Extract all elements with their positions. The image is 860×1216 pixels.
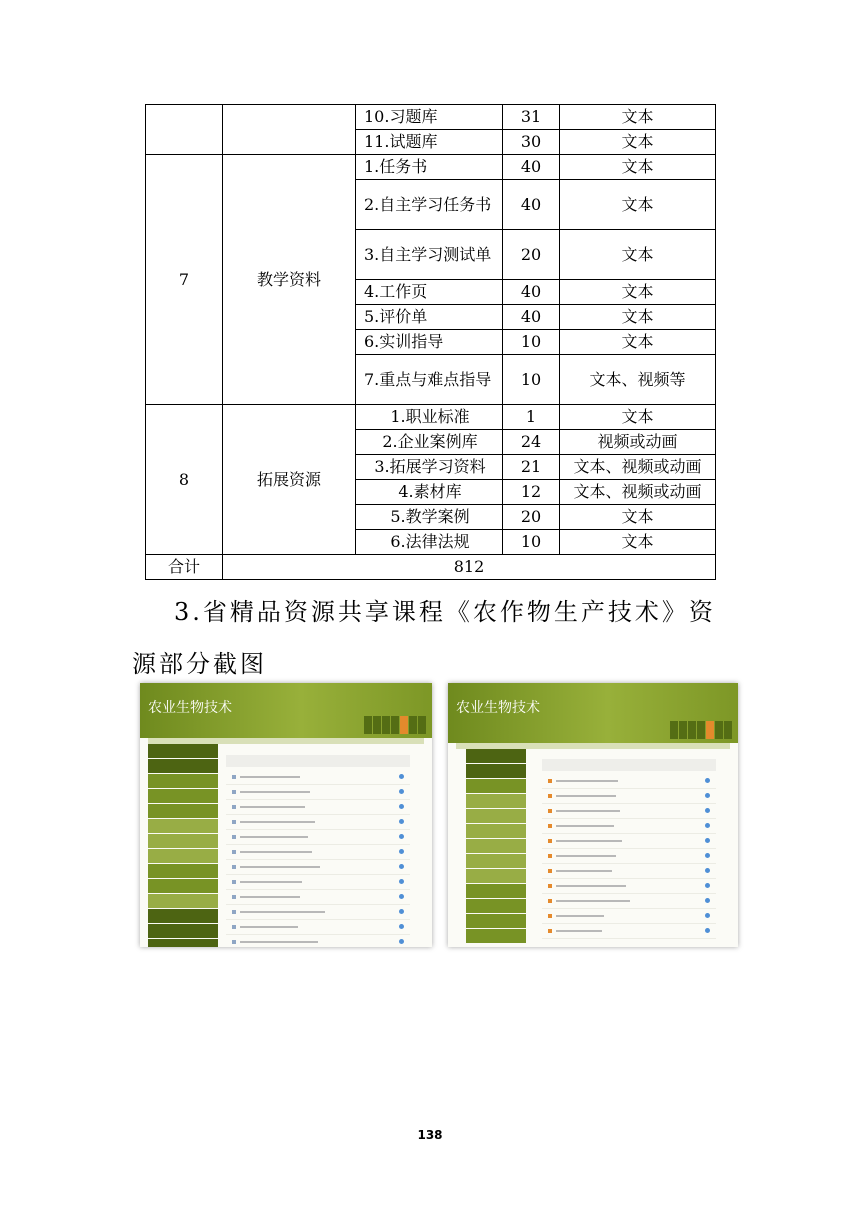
type-cell: 文本 xyxy=(560,155,716,180)
item-cell: 10.习题库 xyxy=(356,105,503,130)
resource-list xyxy=(226,755,410,947)
site-nav xyxy=(363,716,426,734)
count-cell: 40 xyxy=(503,180,560,230)
count-cell: 10 xyxy=(503,530,560,555)
total-row xyxy=(146,555,716,580)
table-row xyxy=(146,405,716,430)
nav-tab xyxy=(391,716,399,734)
site-banner xyxy=(140,683,432,738)
type-cell: 文本 xyxy=(560,505,716,530)
item-cell: 4.素材库 xyxy=(356,480,503,505)
site-title: 农业生物技术 xyxy=(456,700,540,716)
nav-tab xyxy=(670,721,678,739)
type-cell: 视频或动画 xyxy=(560,430,716,455)
nav-tab xyxy=(409,716,417,734)
item-cell: 5.评价单 xyxy=(356,305,503,330)
item-cell: 5.教学案例 xyxy=(356,505,503,530)
nav-tab xyxy=(373,716,381,734)
item-cell: 2.企业案例库 xyxy=(356,430,503,455)
item-cell: 7.重点与难点指导 xyxy=(356,355,503,405)
type-cell: 文本 xyxy=(560,405,716,430)
type-cell: 文本 xyxy=(560,130,716,155)
count-cell: 24 xyxy=(503,430,560,455)
table-row xyxy=(146,105,716,130)
total-label: 合计 xyxy=(146,555,223,580)
nav-tab xyxy=(697,721,705,739)
group-number-cell: 7 xyxy=(146,155,223,405)
item-cell: 6.实训指导 xyxy=(356,330,503,355)
item-cell: 3.拓展学习资料 xyxy=(356,455,503,480)
section-heading: 3.省精品资源共享课程《农作物生产技术》资源部分截图 xyxy=(132,598,716,678)
count-cell: 20 xyxy=(503,230,560,280)
type-cell: 文本 xyxy=(560,330,716,355)
resource-table xyxy=(145,104,716,580)
type-cell: 文本、视频或动画 xyxy=(560,480,716,505)
site-sidebar xyxy=(148,744,218,943)
nav-tab xyxy=(382,716,390,734)
screenshot-left xyxy=(140,683,432,947)
item-cell: 1.职业标准 xyxy=(356,405,503,430)
group-number-cell: 8 xyxy=(146,405,223,555)
nav-tab xyxy=(715,721,723,739)
type-cell: 文本 xyxy=(560,230,716,280)
site-banner xyxy=(448,683,738,743)
screenshot-right xyxy=(448,683,738,947)
group-number-cell xyxy=(146,105,223,155)
nav-tab xyxy=(418,716,426,734)
count-cell: 31 xyxy=(503,105,560,130)
site-title: 农业生物技术 xyxy=(148,700,232,716)
resource-list xyxy=(542,759,716,939)
group-name-cell xyxy=(223,105,356,155)
count-cell: 1 xyxy=(503,405,560,430)
site-nav xyxy=(669,721,732,739)
type-cell: 文本、视频等 xyxy=(560,355,716,405)
count-cell: 40 xyxy=(503,305,560,330)
group-name-cell: 拓展资源 xyxy=(223,405,356,555)
count-cell: 30 xyxy=(503,130,560,155)
site-sidebar xyxy=(466,749,526,943)
item-cell: 2.自主学习任务书 xyxy=(356,180,503,230)
count-cell: 20 xyxy=(503,505,560,530)
item-cell: 11.试题库 xyxy=(356,130,503,155)
count-cell: 10 xyxy=(503,330,560,355)
count-cell: 12 xyxy=(503,480,560,505)
nav-tab xyxy=(688,721,696,739)
type-cell: 文本 xyxy=(560,180,716,230)
table-row xyxy=(146,155,716,180)
nav-tab-active xyxy=(400,716,408,734)
type-cell: 文本 xyxy=(560,280,716,305)
item-cell: 3.自主学习测试单 xyxy=(356,230,503,280)
item-cell: 4.工作页 xyxy=(356,280,503,305)
item-cell: 1.任务书 xyxy=(356,155,503,180)
type-cell: 文本 xyxy=(560,105,716,130)
count-cell: 40 xyxy=(503,280,560,305)
count-cell: 40 xyxy=(503,155,560,180)
item-cell: 6.法律法规 xyxy=(356,530,503,555)
type-cell: 文本、视频或动画 xyxy=(560,455,716,480)
count-cell: 10 xyxy=(503,355,560,405)
group-name-cell: 教学资料 xyxy=(223,155,356,405)
nav-tab xyxy=(679,721,687,739)
count-cell: 21 xyxy=(503,455,560,480)
total-value: 812 xyxy=(223,555,716,580)
type-cell: 文本 xyxy=(560,305,716,330)
page-number: 138 xyxy=(417,1128,443,1142)
nav-tab xyxy=(364,716,372,734)
nav-tab xyxy=(724,721,732,739)
type-cell: 文本 xyxy=(560,530,716,555)
nav-tab-active xyxy=(706,721,714,739)
